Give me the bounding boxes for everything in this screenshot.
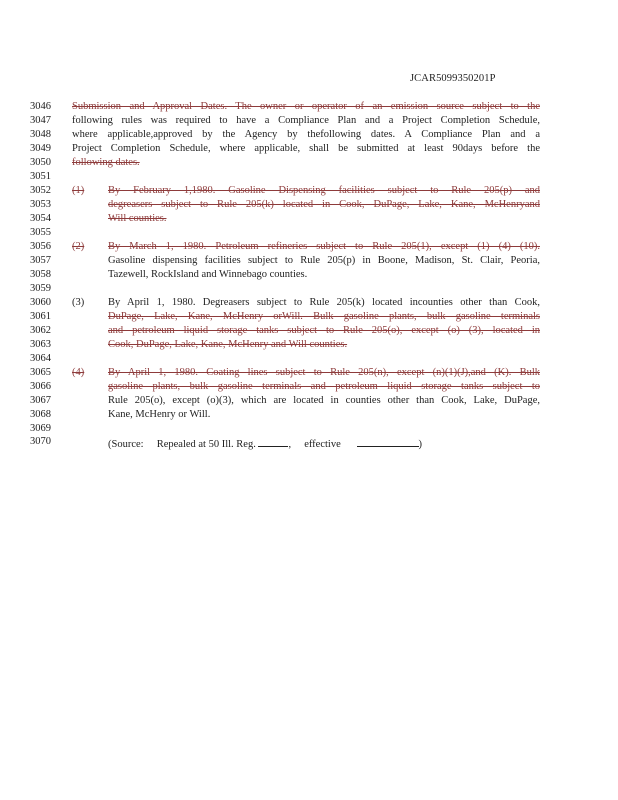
rule-text — [72, 282, 540, 296]
source-repealed-text: Repealed at 50 Ill. Reg. — [156, 439, 256, 450]
deleted-text: Cook, DuPage, Lake, Kane, McHenry and Will counties. — [108, 339, 348, 350]
text-line — [30, 394, 540, 408]
line-number: 3068 — [30, 409, 51, 420]
rule-text — [72, 352, 540, 366]
item-label: (4) — [72, 367, 85, 378]
line-number: 3061 — [30, 311, 51, 322]
line-number: 3056 — [30, 241, 51, 252]
item-label — [72, 394, 108, 408]
source-note — [108, 436, 422, 450]
line-number: 3060 — [30, 297, 51, 308]
rule-text-body — [30, 100, 540, 436]
deleted-text: degreasers subject to Rule 205(k) located in Cook, DuPage, Lake, Kane, McHenryand — [108, 199, 540, 210]
rule-text: By April 1, 1980. Degreasers subject to Rule 205(k) located incounties other than Cook, — [108, 297, 540, 308]
line-number: 3051 — [30, 171, 51, 182]
text-line — [30, 240, 540, 254]
line-number: 3062 — [30, 325, 51, 336]
text-line — [30, 408, 540, 422]
text-line — [30, 268, 540, 282]
rule-text: Tazewell, RockIsland and Winnebago counties. — [108, 269, 308, 280]
line-number: 3069 — [30, 423, 51, 434]
line-number: 3064 — [30, 353, 51, 364]
text-line — [30, 366, 540, 380]
deleted-text: gasoline plants, bulk gasoline terminals and petroleum liquid storage tanks subject to — [108, 381, 540, 392]
text-line — [30, 254, 540, 268]
deleted-text: By April 1, 1980. Coating lines subject to Rule 205(n), except (n)(1)(J),and (K). Bulk — [108, 367, 540, 378]
item-label — [72, 212, 108, 226]
line-number: 3065 — [30, 367, 51, 378]
line-number: 3049 — [30, 143, 51, 154]
item-label — [72, 380, 108, 394]
item-label — [72, 310, 108, 324]
source-effective-label: effective — [304, 439, 341, 450]
item-label — [72, 408, 108, 422]
item-label — [72, 198, 108, 212]
deleted-text: By February 1,1980. Gasoline Dispensing facilities subject to Rule 205(p) and — [108, 185, 540, 196]
item-label: (1) — [72, 185, 85, 196]
line-number: 3057 — [30, 255, 51, 266]
text-line — [30, 128, 540, 142]
line-number: 3063 — [30, 339, 51, 350]
line-number: 3058 — [30, 269, 51, 280]
text-line — [30, 198, 540, 212]
line-number: 3055 — [30, 227, 51, 238]
text-line — [30, 422, 540, 436]
document-id: JCAR5099350201P — [410, 73, 496, 84]
text-line — [30, 212, 540, 226]
volume-page-blank — [258, 436, 288, 447]
line-number: 3054 — [30, 213, 51, 224]
text-line — [30, 156, 540, 170]
line-number: 3052 — [30, 185, 51, 196]
rule-text: Gasoline dispensing facilities subject to Rule 205(p) in Boone, Madison, St. Clair, Peoria, — [108, 255, 540, 266]
rule-text — [72, 422, 540, 436]
item-label: (3) — [72, 297, 85, 308]
line-number: 3059 — [30, 283, 51, 294]
source-prefix: (Source: — [108, 439, 144, 450]
line-number: 3066 — [30, 381, 51, 392]
rule-text — [72, 170, 540, 184]
text-line — [30, 310, 540, 324]
rule-text — [72, 226, 540, 240]
deleted-text: Submission and Approval Dates. The owner or operator of an emission source subject to the — [72, 101, 540, 112]
line-number: 3067 — [30, 395, 51, 406]
line-number: 3047 — [30, 115, 51, 126]
item-label — [72, 324, 108, 338]
rule-text: Kane, McHenry or Will. — [108, 409, 211, 420]
rule-text: Project Completion Schedule, where applicable, shall be submitted at least 90days before the — [72, 143, 540, 154]
text-line — [30, 338, 540, 352]
rule-text: following rules was required to have a Compliance Plan and a Project Completion Schedule, — [72, 115, 540, 126]
text-line — [30, 324, 540, 338]
source-close: ) — [418, 439, 422, 450]
rule-text: Rule 205(o), except (o)(3), which are located in counties other than Cook, Lake, DuPage, — [108, 395, 540, 406]
item-label — [72, 338, 108, 352]
text-line — [30, 184, 540, 198]
line-number: 3053 — [30, 199, 51, 210]
text-line — [30, 142, 540, 156]
line-number: 3070 — [30, 436, 51, 447]
text-line — [30, 114, 540, 128]
text-line — [30, 296, 540, 310]
line-number: 3050 — [30, 157, 51, 168]
text-line — [30, 170, 540, 184]
source-note-line — [30, 436, 540, 450]
deleted-text: following dates. — [72, 157, 140, 168]
item-label: (2) — [72, 241, 85, 252]
text-line — [30, 282, 540, 296]
rule-text: where applicable,approved by the Agency by thefollowing dates. A Compliance Plan and a — [72, 129, 540, 140]
effective-date-blank — [357, 436, 419, 447]
line-number: 3048 — [30, 129, 51, 140]
text-line — [30, 100, 540, 114]
source-comma: , — [288, 439, 292, 450]
text-line — [30, 380, 540, 394]
line-number: 3046 — [30, 101, 51, 112]
deleted-text: and petroleum liquid storage tanks subject to Rule 205(o), except (o) (3), located in — [108, 325, 540, 336]
text-line — [30, 226, 540, 240]
item-label — [72, 268, 108, 282]
deleted-text: DuPage, Lake, Kane, McHenry orWill. Bulk gasoline plants, bulk gasoline terminals — [108, 311, 540, 322]
deleted-text: By March 1, 1980. Petroleum refineries subject to Rule 205(1), except (1) (4) (10). — [108, 241, 540, 252]
text-line — [30, 352, 540, 366]
item-label — [72, 254, 108, 268]
deleted-text: Will counties. — [108, 213, 167, 224]
